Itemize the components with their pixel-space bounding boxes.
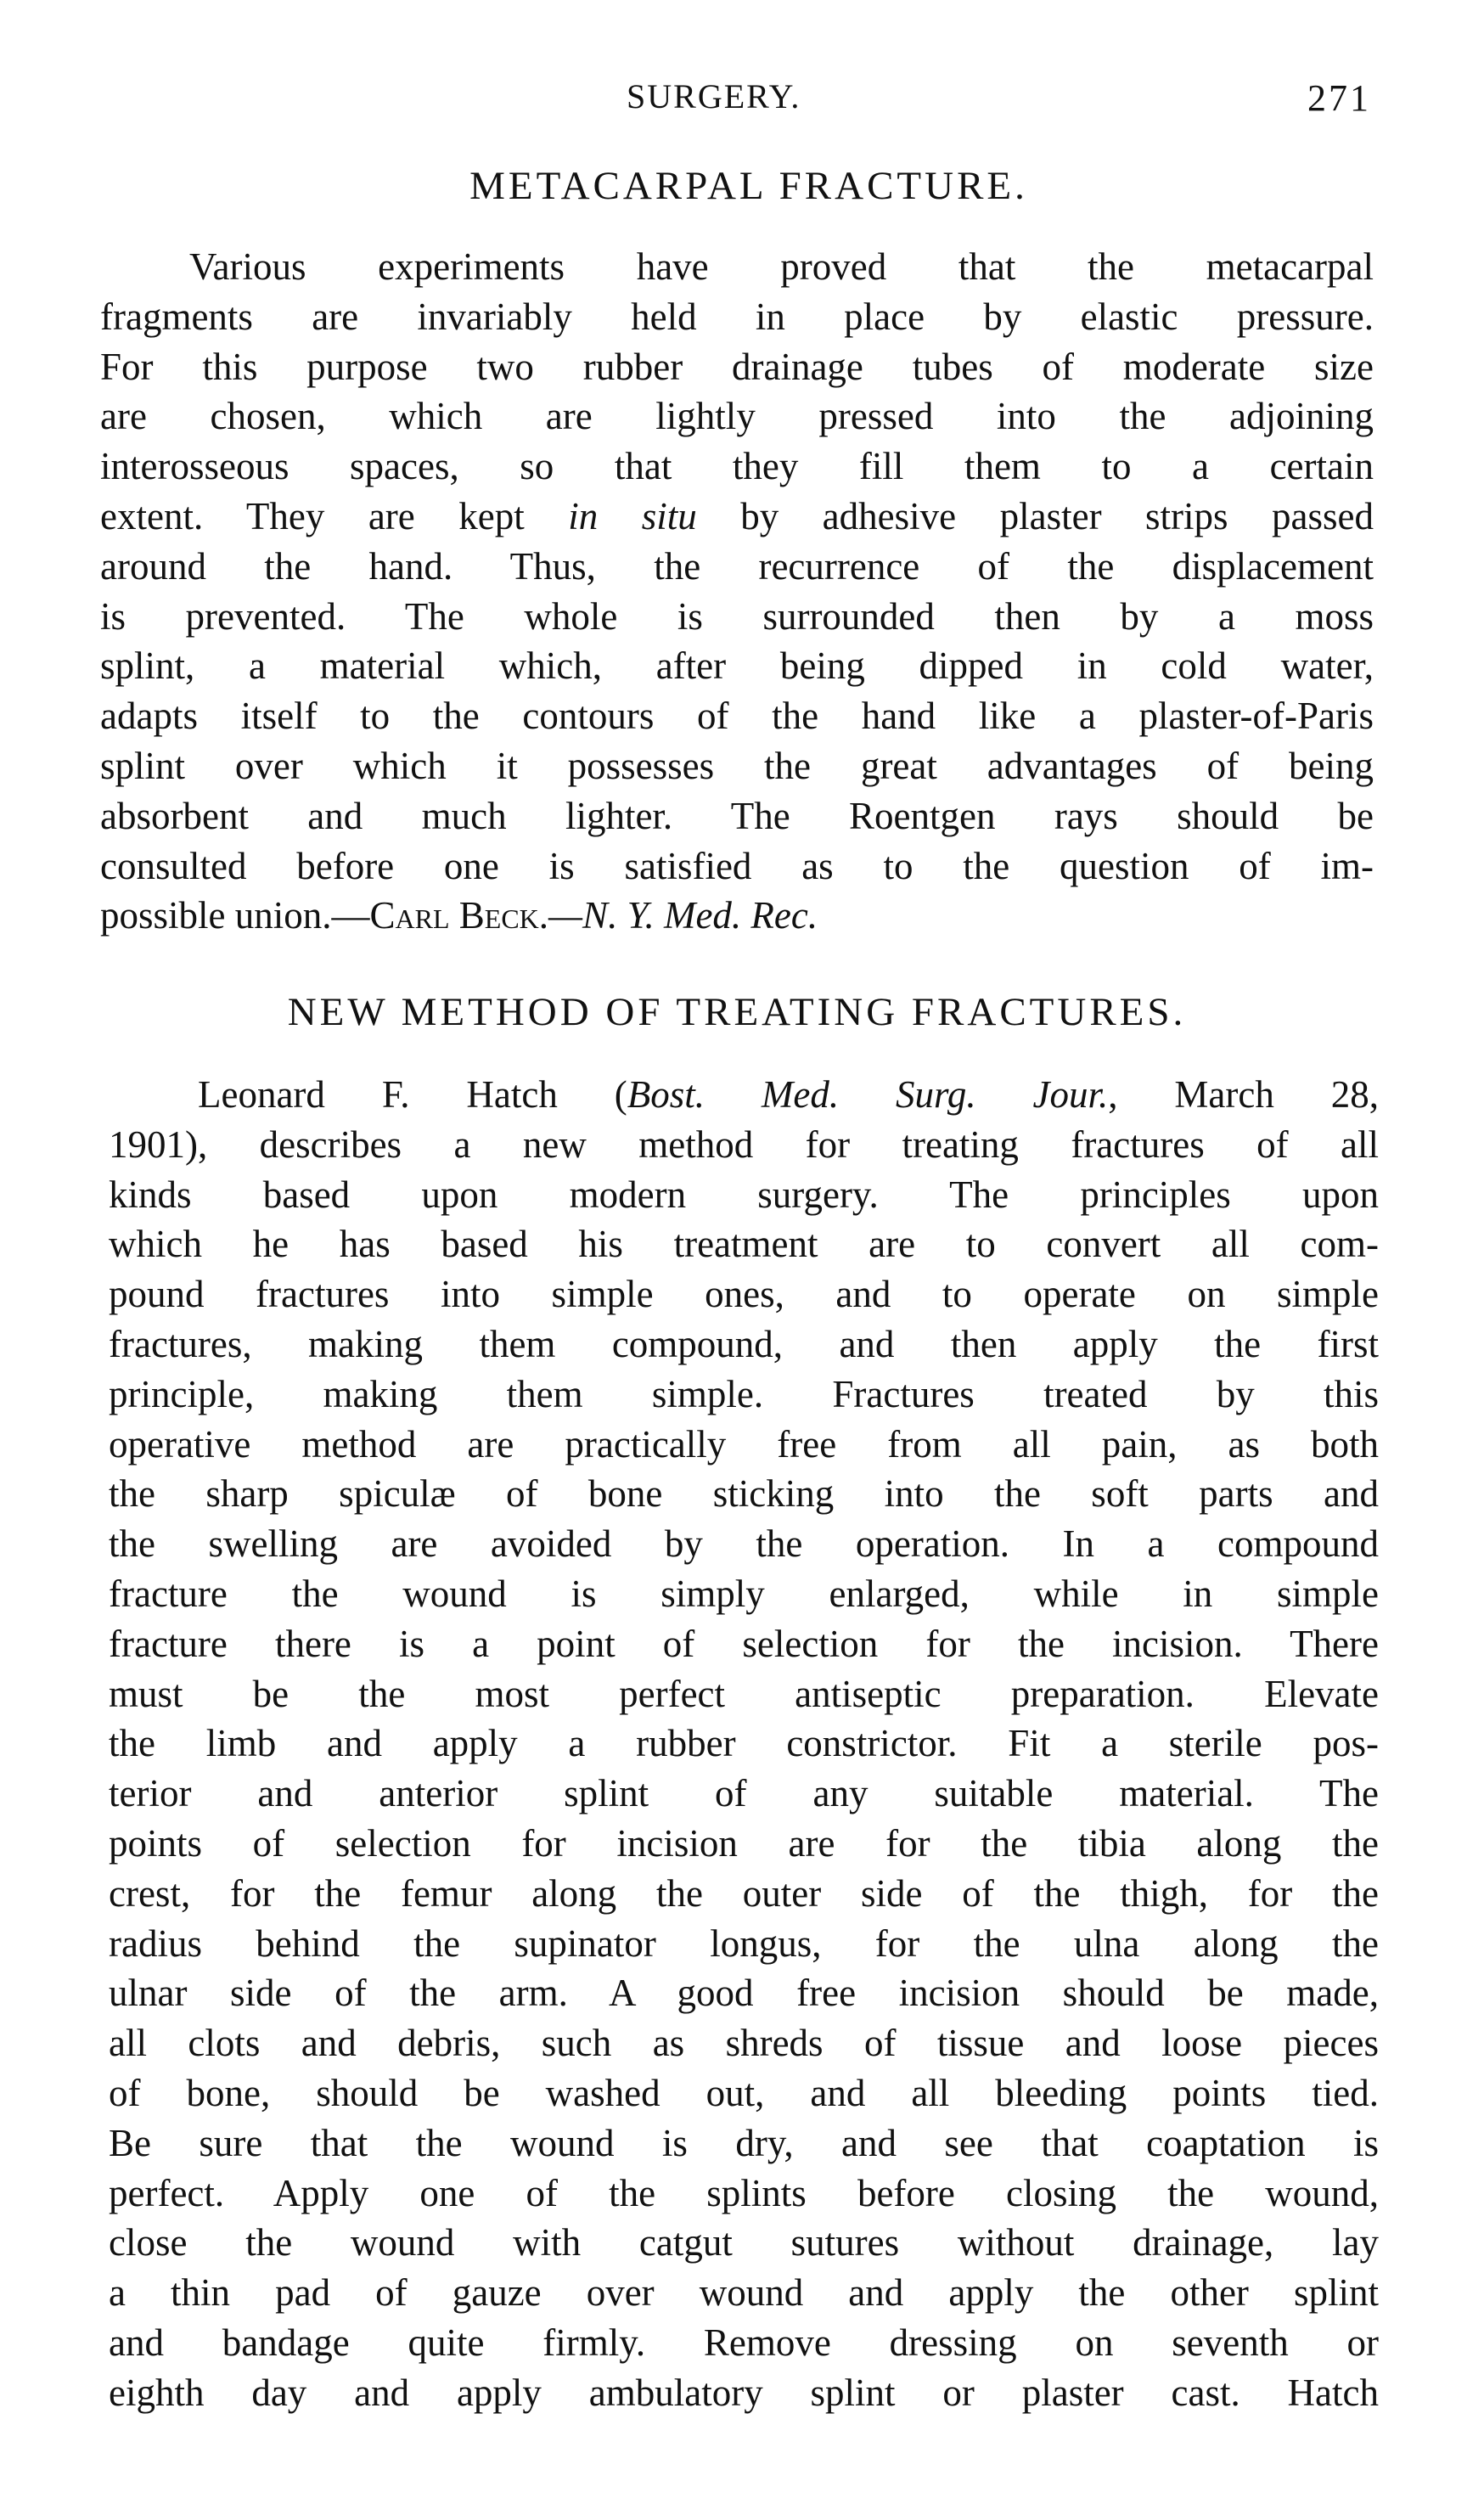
text-line: points of selection for incision are for the tibia along the (109, 1821, 1379, 1865)
running-title: SURGERY. (627, 77, 801, 115)
text-line: fractures, making them compound, and then apply the first (109, 1322, 1379, 1365)
text-line: of bone, should be washed out, and all bleeding points tied. (109, 2071, 1379, 2114)
text-line: fracture the wound is simply enlarged, while in simple (109, 1572, 1379, 1615)
text-line: For this purpose two rubber drainage tubes of moderate size (100, 345, 1374, 388)
text-line: around the hand. Thus, the recurrence of the displacement (100, 544, 1374, 588)
text-line: eighth day and apply ambulatory splint or plaster cast. Hatch (109, 2371, 1379, 2414)
text-line: Various experiments have proved that the metacarpal (189, 245, 1374, 288)
article-title-metacarpal: METACARPAL FRACTURE. (469, 164, 1028, 208)
article-body-fractures (109, 1070, 1379, 2418)
journal-source: —N. Y. Med. Rec. (548, 894, 818, 937)
text-line: fracture there is a point of selection for the incision. There (109, 1622, 1379, 1665)
text-line: extent. They are kept in situ by adhesive plaster strips passed (100, 494, 1374, 537)
page-number: 271 (1307, 77, 1371, 119)
author-name: Carl Beck. (369, 894, 549, 937)
text-line-citation (100, 891, 1374, 941)
text-line: a thin pad of gauze over wound and apply the other splint (109, 2271, 1379, 2315)
italic-text: Bost. Med. Surg. Jour. (627, 1073, 1109, 1116)
text-line: radius behind the supinator longus, for the ulna along the (109, 1921, 1379, 1965)
text-line: close the wound with catgut sutures without drainage, lay (109, 2221, 1379, 2265)
text-line: ulnar side of the arm. A good free incision should be made, (109, 1972, 1379, 2015)
text-line: the limb and apply a rubber constrictor. Fit a sterile pos- (109, 1722, 1379, 1765)
text-line: splint, a material which, after being dipped in cold water, (100, 644, 1374, 688)
text-line: adapts itself to the contours of the hand like a plaster-of-Paris (100, 695, 1374, 738)
citation-dash: possible union.— (100, 894, 370, 937)
text-line: must be the most perfect antiseptic preparation. Elevate (109, 1672, 1379, 1715)
article-body-metacarpal (100, 242, 1374, 941)
text-line: operative method are practically free from all pain, as both (109, 1422, 1379, 1466)
text-line: crest, for the femur along the outer side of the thigh, for the (109, 1871, 1379, 1915)
text-line: consulted before one is satisfied as to the question of im- (100, 844, 1374, 887)
text-line: absorbent and much lighter. The Roentgen rays should be (100, 794, 1374, 837)
text-line: fragments are invariably held in place by elastic pressure. (100, 295, 1374, 338)
article-title-fractures: NEW METHOD OF TREATING FRACTURES. (287, 990, 1187, 1034)
text-line: perfect. Apply one of the splints before closing the wound, (109, 2171, 1379, 2214)
text-line: kinds based upon modern surgery. The principles upon (109, 1173, 1379, 1216)
text-line: principle, making them simple. Fractures treated by this (109, 1372, 1379, 1415)
text-line: are chosen, which are lightly pressed into the adjoining (100, 395, 1374, 438)
text-line: the sharp spiculæ of bone sticking into the soft parts and (109, 1472, 1379, 1516)
text-line: all clots and debris, such as shreds of tissue and loose pieces (109, 2022, 1379, 2065)
running-head (0, 76, 1484, 127)
text-line: terior and anterior splint of any suitable material. The (109, 1772, 1379, 1815)
italic-text: in situ (568, 494, 697, 537)
text-line: Be sure that the wound is dry, and see that coaptation is (109, 2121, 1379, 2164)
text-line: pound fractures into simple ones, and to operate on simple (109, 1273, 1379, 1316)
text-line: which he has based his treatment are to convert all com- (109, 1223, 1379, 1266)
text-line: splint over which it possesses the great advantages of being (100, 744, 1374, 787)
text-line: 1901), describes a new method for treating fractures of all (109, 1122, 1379, 1166)
text-line: Leonard F. Hatch (Bost. Med. Surg. Jour., March 28, (198, 1073, 1379, 1116)
text-line: and bandage quite firmly. Remove dressing on seventh or (109, 2321, 1379, 2364)
text-line: is prevented. The whole is surrounded then by a moss (100, 594, 1374, 638)
text-line: interosseous spaces, so that they fill them to a certain (100, 445, 1374, 488)
text-line: the swelling are avoided by the operation. In a compound (109, 1522, 1379, 1566)
